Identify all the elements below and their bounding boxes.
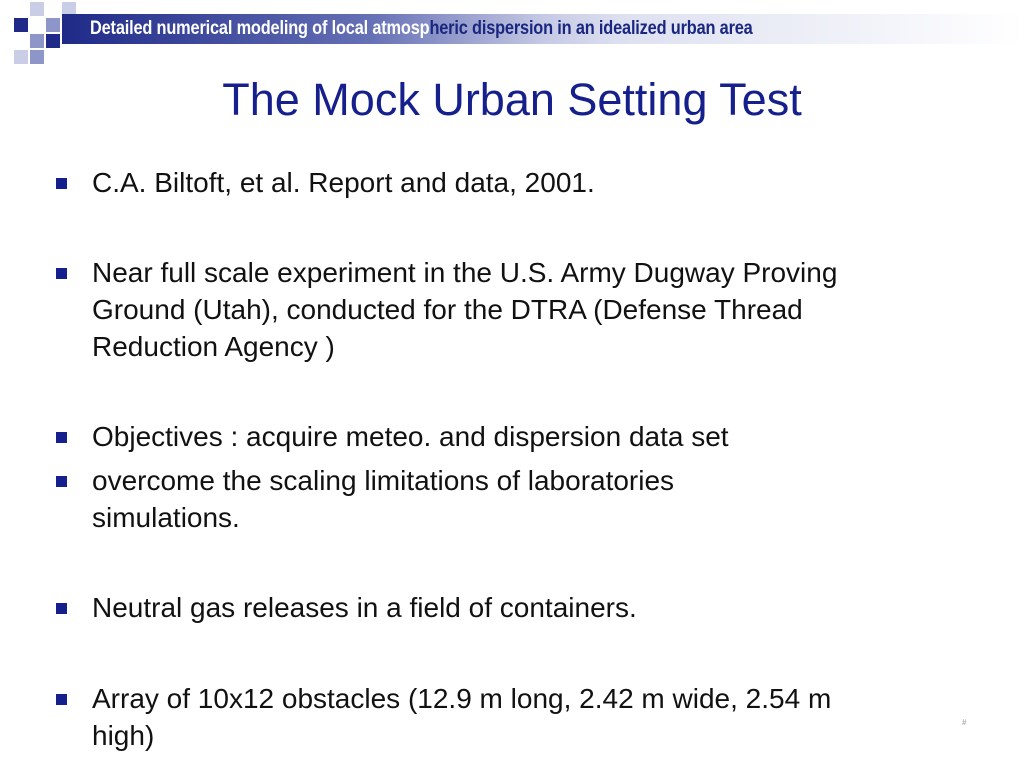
slide-number: # <box>962 718 967 727</box>
bullet-item <box>56 462 916 536</box>
decor-square <box>46 34 60 48</box>
bullet-text: Near full scale experiment in the U.S. Army Dugway Proving Ground (Utah), conducted for the DTRA (Defense Thread Reduction Agency ) <box>92 257 838 362</box>
header-banner-text-part2: heric dispersion in an idealized urban area <box>429 18 753 39</box>
bullet-item <box>56 589 916 626</box>
bullet-text: Objectives : acquire meteo. and dispersion data set <box>92 421 729 452</box>
bullet-text: Neutral gas releases in a field of containers. <box>92 592 637 623</box>
bullet-square-icon <box>56 268 67 279</box>
bullet-square-icon <box>56 476 67 487</box>
bullet-square-icon <box>56 178 67 189</box>
decor-square <box>30 50 44 64</box>
decor-square <box>30 34 44 48</box>
slide-title: The Mock Urban Setting Test <box>222 74 802 125</box>
decor-square <box>46 18 60 32</box>
bullet-item <box>56 254 916 365</box>
bullet-square-icon <box>56 603 67 614</box>
bullet-item <box>56 418 916 455</box>
header-banner-text <box>90 14 753 44</box>
bullet-item <box>56 680 916 754</box>
decor-square <box>14 50 28 64</box>
bullet-text: overcome the scaling limitations of laboratories simulations. <box>92 465 675 533</box>
bullet-text: Array of 10x12 obstacles (12.9 m long, 2.42 m wide, 2.54 m high) <box>92 683 832 751</box>
header-banner-text-part1: Detailed numerical modeling of local atmosp <box>90 18 430 39</box>
bullet-square-icon <box>56 432 67 443</box>
decor-square <box>30 2 44 16</box>
decor-square <box>14 18 28 32</box>
bullet-square-icon <box>56 694 67 705</box>
bullet-text: C.A. Biltoft, et al. Report and data, 2001. <box>92 167 595 198</box>
bullet-item <box>56 164 916 201</box>
